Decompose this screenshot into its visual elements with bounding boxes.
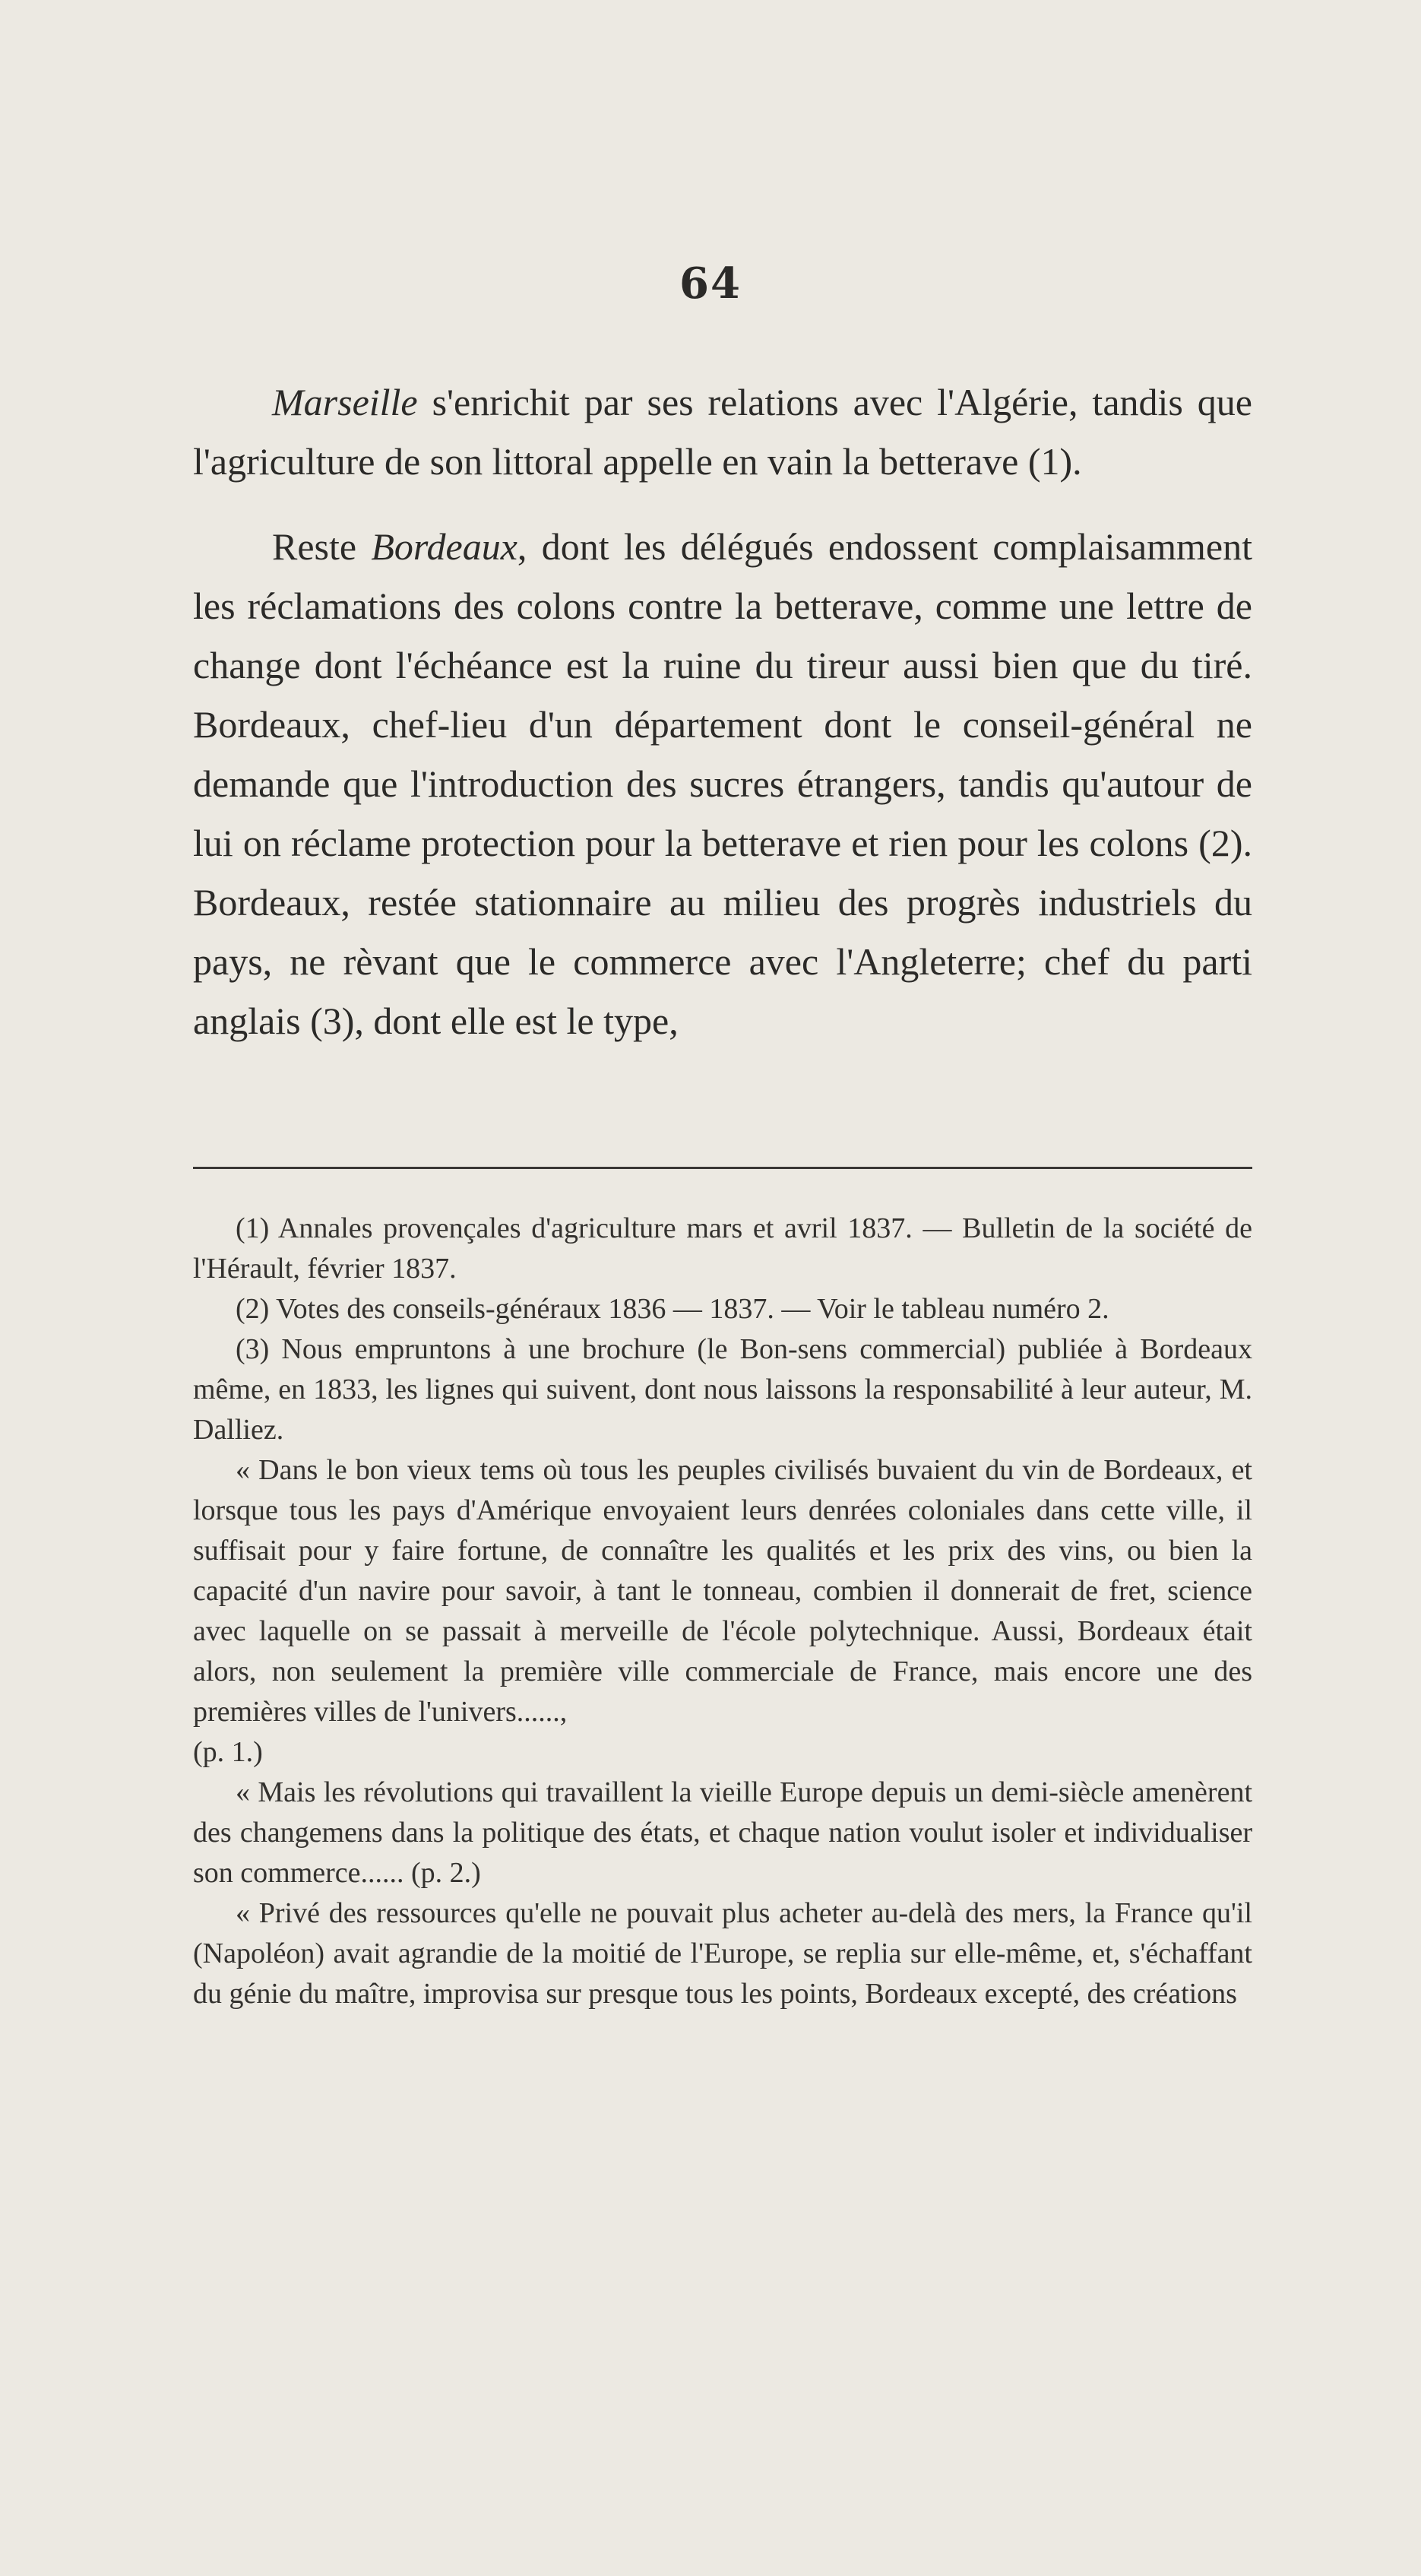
quote-paragraph: « Dans le bon vieux tems où tous les peuples civilisés buvaient du vin de Bordeaux, et lorsque tous les pays d'Amérique envoyaient leurs denrées coloniales dans cette ville, il suffisait pour y faire fortune, de connaître les qualités et les prix des vins, ou bien la capacité d'un navire pour savoir, à tant le tonneau, combien il donnerait de fret, science avec laquelle on se passait à merveille de l'école polytechnique. Aussi, Bordeaux était alors, non seulement la première ville commerciale de France, mais encore une des premières villes de l'univers......, bbox=[193, 1454, 1252, 1728]
footnote-2: (2) Votes des conseils-généraux 1836 — 1837. — Voir le tableau numéro 2. bbox=[236, 1293, 1109, 1325]
paragraph-text: s'enrichit par ses relations avec l'Algérie, tandis que l'agriculture de son littoral appelle en vain la betterave (1). bbox=[193, 381, 1252, 483]
city-name-bordeaux: Bordeaux bbox=[371, 525, 517, 568]
city-name-marseille: Marseille bbox=[272, 381, 418, 423]
paragraph-marseille bbox=[193, 372, 1252, 491]
paragraph-bordeaux bbox=[193, 517, 1252, 1050]
footnotes bbox=[193, 1209, 1252, 2014]
page-number: 64 bbox=[679, 258, 742, 309]
footnote-1: (1) Annales provençales d'agriculture mars et avril 1837. — Bulletin de la société de l'Hérault, février 1837. bbox=[193, 1212, 1252, 1285]
quote-page-ref: (p. 1.) bbox=[193, 1736, 263, 1768]
quote-paragraph: « Mais les révolutions qui travaillent la vieille Europe depuis un demi-siècle amenèrent des changemens dans la politique des états, et chaque nation voulut isoler et individualiser son commerce...... (p. 2.) bbox=[193, 1776, 1252, 1889]
paragraph-lead: Reste bbox=[272, 525, 372, 568]
main-text bbox=[193, 372, 1252, 1050]
quote-paragraph: « Privé des ressources qu'elle ne pouvait plus acheter au-delà des mers, la France qu'il (Napoléon) avait agrandie de la moitié de l'Europe, se replia sur elle-même, et, s'échaffant du génie du maître, improvisa sur presque tous les points, Bordeaux excepté, des créations bbox=[193, 1897, 1252, 2010]
paragraph-text: , dont les délégués endossent complaisamment les réclamations des colons contre la betterave, comme une lettre de change dont l'échéance est la ruine du tireur aussi bien que du tiré. Bordeaux, chef-lieu d'un département dont le conseil-général ne demande que l'introduction des sucres étrangers, tandis qu'autour de lui on réclame protection pour la betterave et rien pour les colons (2). Bordeaux, restée stationnaire au milieu des progrès industriels du pays, ne rèvant que le commerce avec l'Angleterre; chef du parti anglais (3), dont elle est le type, bbox=[193, 525, 1252, 1042]
footnote-3: (3) Nous empruntons à une brochure (le Bon-sens commercial) publiée à Bordeaux même, en 1833, les lignes qui suivent, dont nous laissons la responsabilité à leur auteur, M. Dalliez. bbox=[193, 1333, 1252, 1446]
footnote-divider bbox=[193, 1167, 1252, 1169]
